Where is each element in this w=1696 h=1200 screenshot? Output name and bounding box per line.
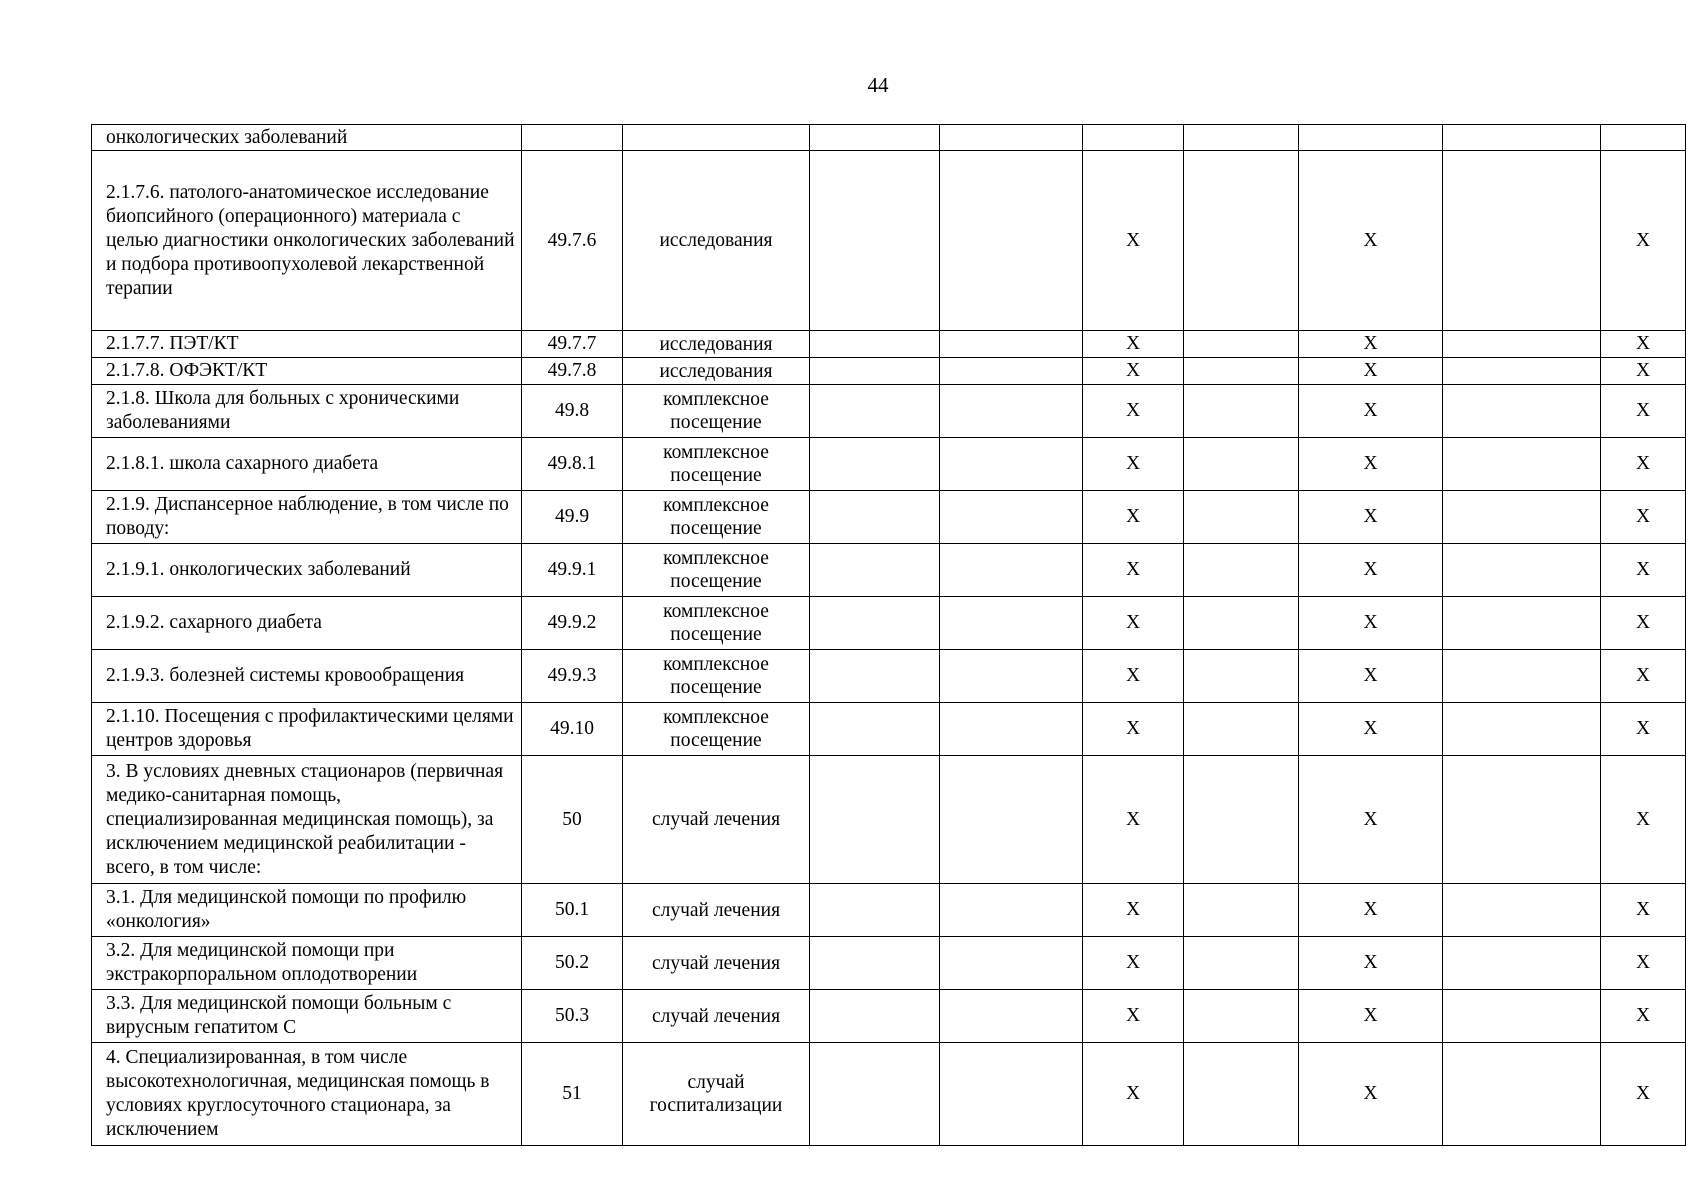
row-code-cell [522, 125, 623, 151]
mark-cell: X [1299, 385, 1443, 438]
mark-cell: X [1601, 884, 1686, 937]
row-code-cell: 51 [522, 1043, 623, 1146]
table-row [92, 650, 1686, 703]
mark-cell: X [1601, 385, 1686, 438]
row-name-cell: 3.3. Для медицинской помощи больным с вирусным гепатитом С [92, 990, 522, 1043]
empty-cell [940, 650, 1083, 703]
mark-cell: X [1601, 990, 1686, 1043]
row-unit-cell: комплексное посещение [623, 597, 810, 650]
row-name-cell: онкологических заболеваний [92, 125, 522, 151]
row-code-cell: 49.8 [522, 385, 623, 438]
empty-cell [1184, 756, 1299, 884]
empty-cell [1184, 385, 1299, 438]
mark-cell: X [1601, 756, 1686, 884]
row-code-cell: 49.10 [522, 703, 623, 756]
mark-cell: X [1083, 1043, 1184, 1146]
empty-cell [1443, 884, 1601, 937]
row-unit-cell: исследования [623, 358, 810, 385]
empty-cell [810, 703, 940, 756]
mark-cell: X [1083, 385, 1184, 438]
row-unit-cell: случай лечения [623, 937, 810, 990]
row-unit-cell: исследования [623, 331, 810, 358]
table-row [92, 125, 1686, 151]
mark-cell: X [1299, 884, 1443, 937]
mark-cell: X [1299, 331, 1443, 358]
mark-cell: X [1601, 1043, 1686, 1146]
mark-cell: X [1083, 650, 1184, 703]
empty-cell [1184, 990, 1299, 1043]
mark-cell: X [1083, 151, 1184, 331]
mark-cell: X [1299, 650, 1443, 703]
empty-cell [1443, 544, 1601, 597]
empty-cell [1443, 358, 1601, 385]
table-row [92, 597, 1686, 650]
mark-cell: X [1083, 756, 1184, 884]
mark-cell: X [1083, 597, 1184, 650]
row-unit-cell: случай лечения [623, 756, 810, 884]
empty-cell [1184, 125, 1299, 151]
row-unit-cell: комплексное посещение [623, 703, 810, 756]
table-row [92, 358, 1686, 385]
row-name-cell: 2.1.9. Диспансерное наблюдение, в том числе по поводу: [92, 491, 522, 544]
empty-cell [810, 937, 940, 990]
row-name-cell: 2.1.7.8. ОФЭКТ/КТ [92, 358, 522, 385]
empty-cell [1443, 331, 1601, 358]
mark-cell: X [1083, 990, 1184, 1043]
empty-cell [1443, 385, 1601, 438]
mark-cell: X [1083, 491, 1184, 544]
row-name-cell: 3. В условиях дневных стационаров (первичная медико-санитарная помощь, специализированная медицинская помощь), за исключением медицинской реабилитации - всего, в том числе: [92, 756, 522, 884]
empty-cell [810, 756, 940, 884]
mark-cell: X [1083, 331, 1184, 358]
table-row [92, 884, 1686, 937]
empty-cell [940, 597, 1083, 650]
empty-cell [940, 438, 1083, 491]
row-unit-cell: исследования [623, 151, 810, 331]
empty-cell [810, 438, 940, 491]
mark-cell [1601, 125, 1686, 151]
mark-cell: X [1601, 491, 1686, 544]
row-unit-cell: комплексное посещение [623, 491, 810, 544]
empty-cell [1184, 884, 1299, 937]
mark-cell: X [1083, 438, 1184, 491]
row-code-cell: 49.9.1 [522, 544, 623, 597]
mark-cell: X [1299, 756, 1443, 884]
row-code-cell: 50.3 [522, 990, 623, 1043]
row-name-cell: 2.1.9.1. онкологических заболеваний [92, 544, 522, 597]
empty-cell [1443, 703, 1601, 756]
empty-cell [1443, 491, 1601, 544]
mark-cell: X [1601, 703, 1686, 756]
row-code-cell: 49.9.2 [522, 597, 623, 650]
empty-cell [940, 756, 1083, 884]
row-unit-cell: случай лечения [623, 990, 810, 1043]
table-row [92, 1043, 1686, 1146]
table-row [92, 385, 1686, 438]
empty-cell [1443, 597, 1601, 650]
table-row [92, 544, 1686, 597]
mark-cell [1083, 125, 1184, 151]
empty-cell [1443, 756, 1601, 884]
empty-cell [810, 491, 940, 544]
row-unit-cell: комплексное посещение [623, 438, 810, 491]
row-code-cell: 49.7.7 [522, 331, 623, 358]
table-row [92, 491, 1686, 544]
empty-cell [810, 385, 940, 438]
empty-cell [940, 491, 1083, 544]
row-name-cell: 2.1.9.2. сахарного диабета [92, 597, 522, 650]
empty-cell [1184, 597, 1299, 650]
empty-cell [810, 125, 940, 151]
mark-cell: X [1601, 544, 1686, 597]
row-name-cell: 2.1.7.7. ПЭТ/КТ [92, 331, 522, 358]
row-unit-cell: комплексное посещение [623, 544, 810, 597]
empty-cell [810, 1043, 940, 1146]
mark-cell: X [1299, 151, 1443, 331]
row-unit-cell: случай лечения [623, 884, 810, 937]
mark-cell: X [1299, 491, 1443, 544]
row-unit-cell: комплексное посещение [623, 650, 810, 703]
empty-cell [1443, 1043, 1601, 1146]
empty-cell [1443, 125, 1601, 151]
mark-cell: X [1299, 597, 1443, 650]
data-table [91, 124, 1686, 1146]
row-code-cell: 49.7.8 [522, 358, 623, 385]
row-unit-cell: случай госпитализации [623, 1043, 810, 1146]
empty-cell [1184, 544, 1299, 597]
empty-cell [810, 990, 940, 1043]
mark-cell: X [1299, 438, 1443, 491]
row-code-cell: 49.8.1 [522, 438, 623, 491]
empty-cell [810, 544, 940, 597]
row-name-cell: 2.1.10. Посещения с профилактическими целями центров здоровья [92, 703, 522, 756]
empty-cell [1184, 331, 1299, 358]
row-name-cell: 2.1.9.3. болезней системы кровообращения [92, 650, 522, 703]
table-row [92, 438, 1686, 491]
row-unit-cell: комплексное посещение [623, 385, 810, 438]
mark-cell: X [1083, 544, 1184, 597]
empty-cell [810, 884, 940, 937]
empty-cell [1443, 650, 1601, 703]
table-row [92, 151, 1686, 331]
mark-cell: X [1083, 884, 1184, 937]
empty-cell [940, 151, 1083, 331]
row-code-cell: 50.2 [522, 937, 623, 990]
empty-cell [940, 544, 1083, 597]
page-number: 44 [867, 73, 889, 97]
mark-cell: X [1299, 703, 1443, 756]
empty-cell [1184, 438, 1299, 491]
mark-cell: X [1083, 703, 1184, 756]
empty-cell [1184, 1043, 1299, 1146]
empty-cell [940, 331, 1083, 358]
table-row [92, 703, 1686, 756]
row-code-cell: 49.9.3 [522, 650, 623, 703]
mark-cell: X [1601, 650, 1686, 703]
row-name-cell: 3.1. Для медицинской помощи по профилю «онкология» [92, 884, 522, 937]
mark-cell: X [1299, 990, 1443, 1043]
row-code-cell: 50 [522, 756, 623, 884]
row-name-cell: 2.1.8. Школа для больных с хроническими заболеваниями [92, 385, 522, 438]
mark-cell: X [1601, 151, 1686, 331]
empty-cell [1184, 151, 1299, 331]
mark-cell: X [1601, 597, 1686, 650]
mark-cell: X [1601, 438, 1686, 491]
mark-cell: X [1299, 544, 1443, 597]
empty-cell [940, 385, 1083, 438]
empty-cell [1184, 937, 1299, 990]
mark-cell [1299, 125, 1443, 151]
mark-cell: X [1083, 358, 1184, 385]
empty-cell [940, 884, 1083, 937]
mark-cell: X [1299, 937, 1443, 990]
empty-cell [810, 331, 940, 358]
empty-cell [1184, 491, 1299, 544]
mark-cell: X [1299, 1043, 1443, 1146]
empty-cell [810, 650, 940, 703]
empty-cell [1443, 438, 1601, 491]
table-row [92, 990, 1686, 1043]
empty-cell [940, 703, 1083, 756]
row-code-cell: 50.1 [522, 884, 623, 937]
row-name-cell: 4. Специализированная, в том числе высокотехнологичная, медицинская помощь в условиях круглосуточного стационара, за исключением [92, 1043, 522, 1146]
empty-cell [810, 597, 940, 650]
empty-cell [1443, 151, 1601, 331]
empty-cell [1184, 703, 1299, 756]
row-unit-cell [623, 125, 810, 151]
empty-cell [940, 990, 1083, 1043]
mark-cell: X [1601, 331, 1686, 358]
row-code-cell: 49.9 [522, 491, 623, 544]
empty-cell [1184, 358, 1299, 385]
empty-cell [1184, 650, 1299, 703]
empty-cell [1443, 990, 1601, 1043]
empty-cell [1443, 937, 1601, 990]
mark-cell: X [1299, 358, 1443, 385]
empty-cell [940, 1043, 1083, 1146]
empty-cell [940, 358, 1083, 385]
empty-cell [810, 358, 940, 385]
table-row [92, 937, 1686, 990]
row-name-cell: 2.1.7.6. патолого-анатомическое исследование биопсийного (операционного) материала с целью диагностики онкологических заболеваний и подбора противоопухолевой лекарственной терапии [92, 151, 522, 331]
row-code-cell: 49.7.6 [522, 151, 623, 331]
mark-cell: X [1601, 937, 1686, 990]
table-row [92, 756, 1686, 884]
empty-cell [810, 151, 940, 331]
row-name-cell: 3.2. Для медицинской помощи при экстракорпоральном оплодотворении [92, 937, 522, 990]
empty-cell [940, 937, 1083, 990]
mark-cell: X [1601, 358, 1686, 385]
table-row [92, 331, 1686, 358]
row-name-cell: 2.1.8.1. школа сахарного диабета [92, 438, 522, 491]
empty-cell [940, 125, 1083, 151]
mark-cell: X [1083, 937, 1184, 990]
